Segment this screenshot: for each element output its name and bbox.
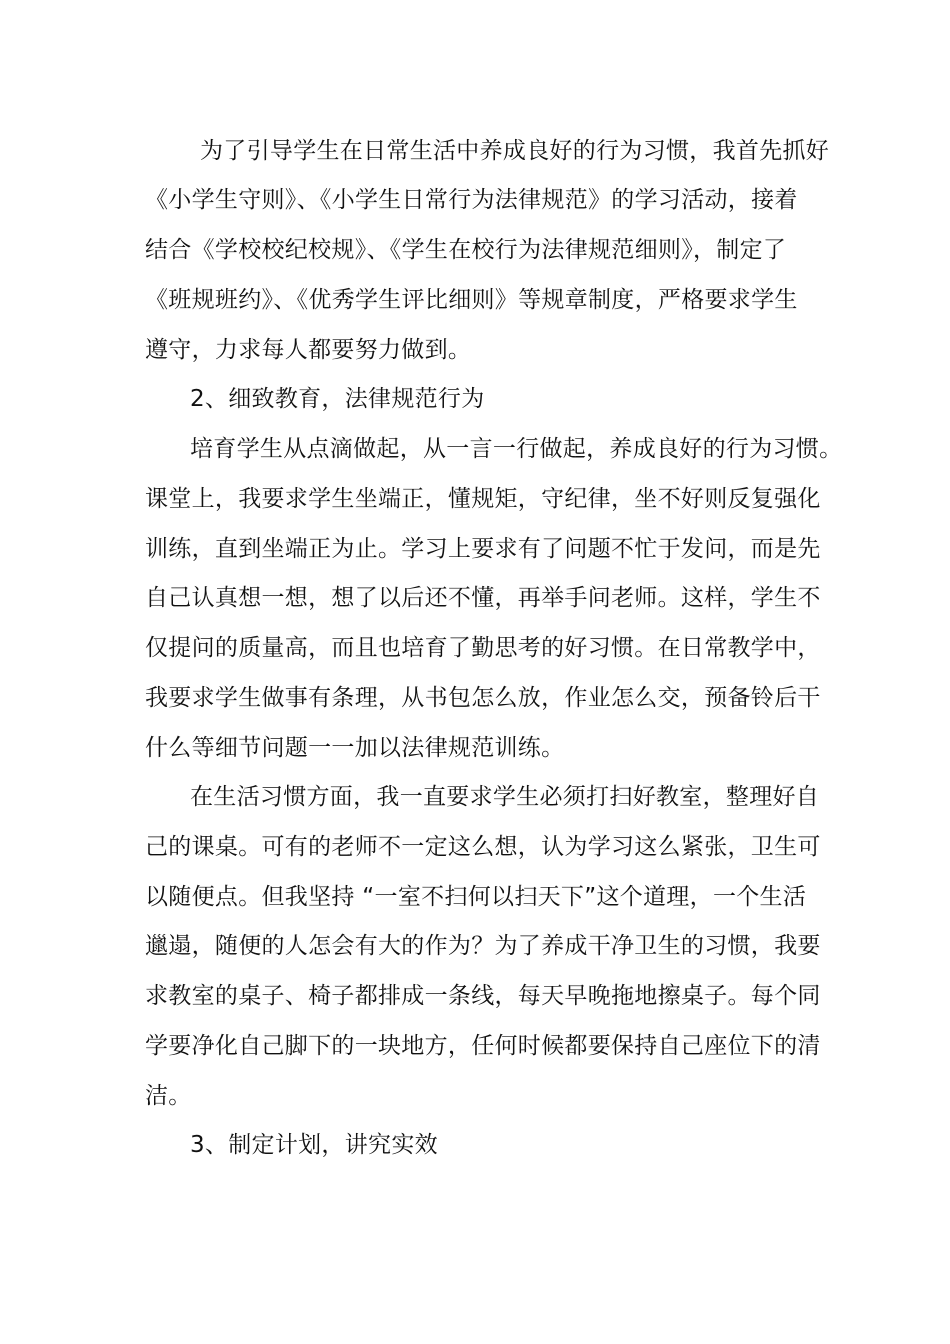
text-line-18: 求教室的桌子、椅子都排成一条线，每天早晚拖地擦桌子。每个同 [145,983,821,1009]
text-line-8: 课堂上，我要求学生坐端正，懂规矩，守纪律，坐不好则反复强化 [145,486,821,512]
text-line-11: 仅提问的质量高，而且也培育了勤思考的好习惯。在日常教学中， [145,635,821,661]
text-line-13: 什么等细节问题一一加以法律规范训练。 [145,735,565,761]
text-line-14: 在生活习惯方面，我一直要求学生必须打扫好教室，整理好自 [190,784,820,810]
text-line-7: 培育学生从点滴做起，从一言一行做起，养成良好的行为习惯。 [190,436,843,462]
text-line-5: 遵守，力求每人都要努力做到。 [145,337,472,363]
text-line-16: 以随便点。但我坚持 “一室不扫何以扫天下”这个道理，一个生活 [145,884,807,910]
text-line-12: 我要求学生做事有条理，从书包怎么放，作业怎么交，预备铃后干 [145,685,821,711]
section-heading-3: 3、制定计划，讲究实效 [190,1132,438,1158]
text-line-2: 《小学生守则》、《小学生日常行为法律规范》的学习活动，接着 [145,187,798,213]
text-line-9: 训练，直到坐端正为止。学习上要求有了问题不忙于发问，而是先 [145,536,821,562]
text-line-10: 自己认真想一想，想了以后还不懂，再举手问老师。这样，学生不 [145,585,821,611]
text-line-1: 为了引导学生在日常生活中养成良好的行为习惯，我首先抓好 [200,138,830,164]
text-line-4: 《班规班约》、《优秀学生评比细则》等规章制度，严格要求学生 [145,287,798,313]
text-line-3: 结合《学校校纪校规》、《学生在校行为法律规范细则》，制定了 [145,237,787,263]
text-line-17: 邋遢，随便的人怎会有大的作为？为了养成干净卫生的习惯，我要 [145,933,821,959]
section-heading-2: 2、细致教育，法律规范行为 [190,386,485,412]
text-line-20: 洁。 [145,1083,192,1109]
text-line-19: 学要净化自己脚下的一块地方，任何时候都要保持自己座位下的清 [145,1033,821,1059]
text-line-15: 己的课桌。可有的老师不一定这么想，认为学习这么紧张，卫生可 [145,834,821,860]
